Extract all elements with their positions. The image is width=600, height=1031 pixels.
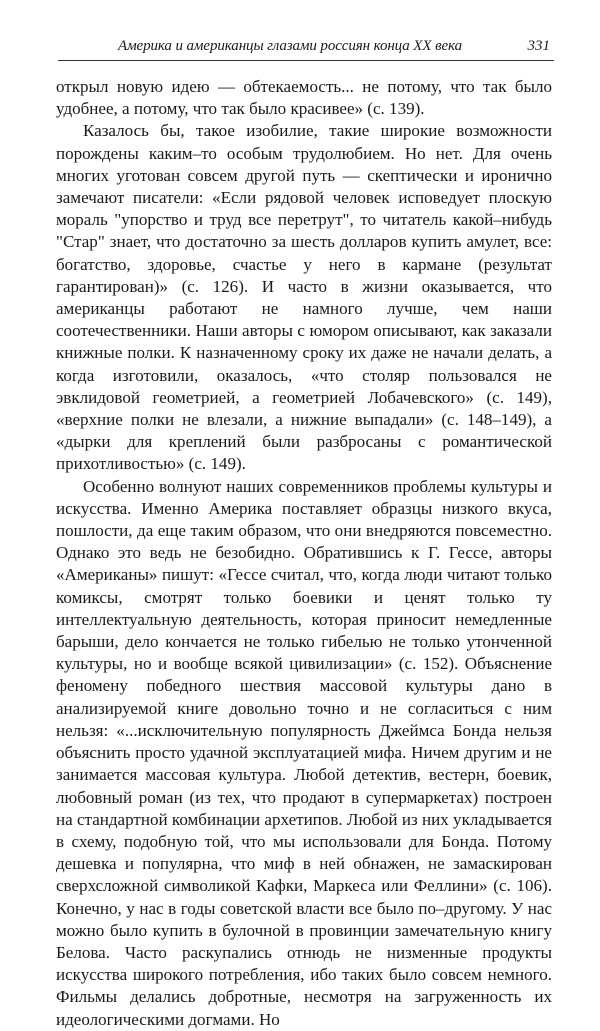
paragraph: Особенно волнуют наших современников проблемы культуры и искусства. Именно Америка поставляет образцы низкого вкуса, пошлости, да еще таким образом, что они внедряются повсеместно. Однако это ведь не безобидно. Обратившись к Г. Гессе, авторы «Американы» пишут: «Гессе считал, что, когда люди читают только комиксы, смотрят только боевики и ценят только ту интеллектуальную деятельность, которая приносит немедленные барыши, дело кончается не только гибелью не только утонченной культуры, но и вообще всякой цивилизации» (с. 152). Объяснение феномену победного шествия массовой культуры дано в анализируемой книге довольно точно и не согласиться с ним нельзя: «...исключительную популярность Джеймса Бонда нельзя объяснить просто удачной эксплуатацией мифа. Ничем другим и не занимается массовая культура. Любой детектив, вестерн, боевик, любовный роман (из тех, что продают в супермаркетах) построен на стандартной комбинации архетипов. Любой из них укладывается в схему, подобную той, что мы использовали для Бонда. Потому дешевка и популярна, что миф в ней обнажен, не замаскирован сверхсложной символикой Кафки, Маркеса или Феллини» (с. 106). Конечно, у нас в годы советской власти все было по–другому. У нас можно было купить в булочной в провинции замечательную книгу Белова. Часто раскупались отнюдь не низменные продукты искусства широкого потребления, ибо таких было совсем немного. Фильмы делались добротные, несмотря на загруженность их идеологическими догмами. Но [56, 476, 552, 1029]
page-number: 331 [527, 38, 550, 54]
paragraph: открыл новую идею — обтекаемость... не потому, что так было удобнее, а потому, что так было красивее» (с. 139). [56, 77, 552, 119]
running-title: Америка и американцы глазами россиян конца XX века [118, 38, 462, 54]
paragraph: Казалось бы, такое изобилие, такие широкие возможности порождены каким–то особым трудолюбием. Но нет. Для очень многих уготован совсем другой путь — скептически и иронично замечают писатели: «Если рядовой человек исповедует плоскую мораль "упорство и труд все перетрут", то читатель какой–нибудь "Стар" знает, что достаточно за шесть долларов купить амулет, все: богатство, здоровье, счастье у него в кармане (результат гарантирован)» (с. 126). И часто в жизни оказывается, что американцы работают не намного лучше, чем наши соотечественники. Наши авторы с юмором описывают, как заказали книжные полки. К назначенному сроку их даже не начали делать, а когда изготовили, оказалось, «что столяр пользовался не эвклидовой геометрией, а геометрией Лобачевского» (с. 149), «верхние полки не влезали, а нижние выпадали» (с. 148–149), а «дырки для креплений были разбросаны с романтической прихотливостью» (с. 149). [56, 121, 552, 474]
body-text [56, 76, 552, 1031]
running-header [58, 36, 554, 61]
